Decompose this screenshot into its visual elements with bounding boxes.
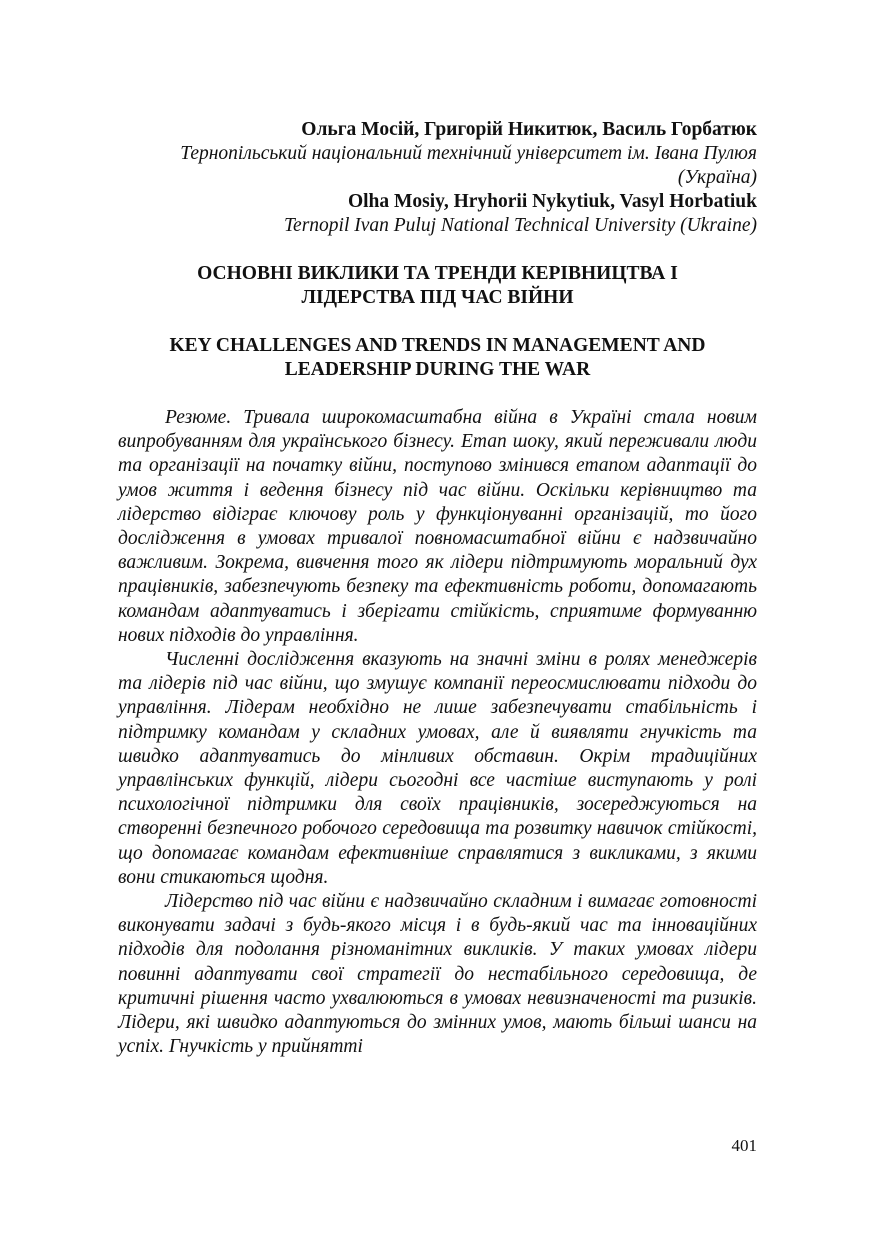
page-content [118, 118, 757, 1059]
author-names-uk: Ольга Мосій, Григорій Никитюк, Василь Горбатюк [301, 119, 757, 140]
affiliation-en: Ternopil Ivan Puluj National Technical University (Ukraine) [283, 215, 757, 236]
author-block [118, 118, 757, 238]
abstract-paragraph: Лідерство під час війни є надзвичайно складним і вимагає готовності виконувати задачі з будь-якого місця і в будь-який час та інноваційних підходів для подолання різноманітних викликів. У таких умовах лідери повинні адаптувати свої стратегії до нестабільного середовища, де критичні рішення часто ухвалюються в умовах невизначеності та ризиків. Лідери, які швидко адаптуються до змінних умов, мають більші шанси на успіх. Гнучкість у прийнятті [118, 891, 757, 1058]
abstract-paragraph: Резюме. Тривала широкомасштабна війна в Україні стала новим випробуванням для українського бізнесу. Етап шоку, який переживали люди та організації на початку війни, поступово змінився етапом адаптації до умов життя і ведення бізнесу під час війни. Оскільки керівництво та лідерство відіграє ключову роль у функціонуванні організацій, то його дослідження в умовах тривалої повномасштабної війни є надзвичайно важливим. Зокрема, вивчення того як лідери підтримують моральний дух працівників, забезпечують безпеку та ефективність роботи, допомагають командам адаптуватись і зберігати стійкість, сприятиме формуванню нових підходів до управління. [118, 407, 757, 646]
affiliation-uk-line2: (Україна) [677, 167, 757, 188]
paper-title-en: KEY CHALLENGES AND TRENDS IN MANAGEMENT AND LEADERSHIP DURING THE WAR [169, 335, 706, 380]
page-number: 401 [731, 1136, 757, 1155]
abstract-paragraph: Численні дослідження вказують на значні зміни в ролях менеджерів та лідерів під час війни, що змушує компанії переосмислювати підходи до управління. Лідерам необхідно не лише забезпечувати стабільність і підтримку командам у складних умовах, але й виявляти гнучкість та швидко адаптуватись до мінливих обставин. Окрім традиційних управлінських функцій, лідери сьогодні все частіше виступають у ролі психологічної підтримки для своїх працівників, зосереджуються на створенні безпечного робочого середовища та розвитку навичок стійкості, що допомагає командам ефективніше справлятися з викликами, з якими вони стикаються щодня. [118, 649, 757, 888]
abstract [118, 406, 757, 1059]
paper-title-uk: ОСНОВНІ ВИКЛИКИ ТА ТРЕНДИ КЕРІВНИЦТВА І ЛІДЕРСТВА ПІД ЧАС ВІЙНИ [197, 263, 678, 308]
affiliation-uk-line1: Тернопільський національний технічний університет ім. Івана Пулюя [180, 143, 757, 164]
author-names-en: Olha Mosiy, Hryhorii Nykytiuk, Vasyl Horbatiuk [347, 191, 757, 212]
